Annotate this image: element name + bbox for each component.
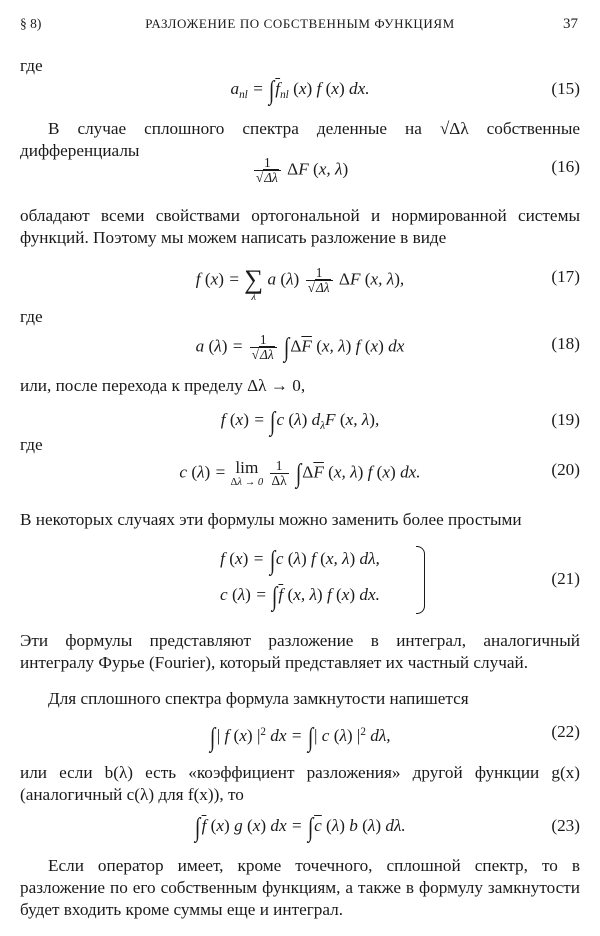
equation-18: a (λ) = $\frac{1}{√\Delta\lambda}$ $\int\Delta\overline{F}$ (x, λ) f (x) dx (18) [195,332,580,363]
equation-number-20: (20) [551,460,580,479]
paragraph-7: В некоторых случаях эти формулы можно заменить более простыми [20,510,522,529]
paragraph-11: Если оператор имеет, кроме точечного, сплошной спектр, то в разложение по его собственным функциям, а также в формулу замкнутости будет входить кроме суммы еще и интеграл. [20,856,580,919]
running-title: РАЗЛОЖЕНИЕ ПО СОБСТВЕННЫМ ФУНКЦИЯМ [145,16,455,31]
equation-20: c (λ) = lim Δλ → 0 $\frac{1}{\Delta\lambda}$ $\int\Delta\overline{F}$ (x, λ) f (x) dx. (20) [179,458,580,489]
equation-16: $\frac{1}{√\Delta\lambda}$ ΔF (x, λ) (16) [255,155,580,186]
equation-17: f (x) = ∑ λ a (λ) $\frac{1}{√\Delta\lambda}$ ΔF (x, λ), (17) [195,264,580,303]
equation-number-22: (22) [551,722,580,741]
equation-15: $a_{nl} = \int\overline{f}_{nl}$ (x) f (x) dx. (15) [230,74,580,105]
equation-21: f (x) = ∫c (λ) f (x, λ) dλ, c $(\lambda) = \int\overline{f}$ (x, λ) f (x) dx. (21) [20,546,580,616]
paragraph-6: где [20,435,43,454]
system-brace [416,546,425,614]
paragraph-10: или если b(λ) есть «коэффициент разложения» другой функции g(x) (аналогичный c(λ) для f(x)), то [20,763,580,804]
page-number: 37 [563,16,578,32]
equation-19: f (x) = ∫c (λ) $d_\lambda F$ (x, λ), (19) [220,405,580,436]
section-label: § 8) [20,16,42,31]
paragraph-3: обладают всеми свойствами ортогональной и нормированной системы функций. Поэтому мы можем написать разложение в виде [20,206,580,247]
paragraph-4: где [20,307,43,326]
equation-number-23: (23) [551,816,580,835]
equation-number-19: (19) [551,410,580,429]
paragraph-1: где [20,56,43,75]
equation-number-18: (18) [551,334,580,353]
equation-number-21: (21) [551,569,580,588]
equation-number-17: (17) [551,267,580,286]
paragraph-2: В случае сплошного спектра деленные на √Δλ собственные дифференциалы [20,119,580,160]
equation-number-16: (16) [551,157,580,176]
paragraph-9: Для сплошного спектра формула замкнутости напишется [48,689,469,708]
paragraph-8: Эти формулы представляют разложение в интеграл, аналогичный интегралу Фурье (Fourier), который представляет их частный случай. [20,631,580,672]
equation-23: $\int\overline{f}$ (x) g (x) dx = $\int\overline{c}$ (λ) b (λ) dλ. (23) [195,811,580,842]
paragraph-5: или, после перехода к пределу Δλ → 0, [20,376,306,395]
equation-22: ∫| f (x) $|^2$ dx = ∫| c (λ) $|^2$ dλ, (22) [210,721,580,752]
equation-number-15: (15) [551,79,580,98]
